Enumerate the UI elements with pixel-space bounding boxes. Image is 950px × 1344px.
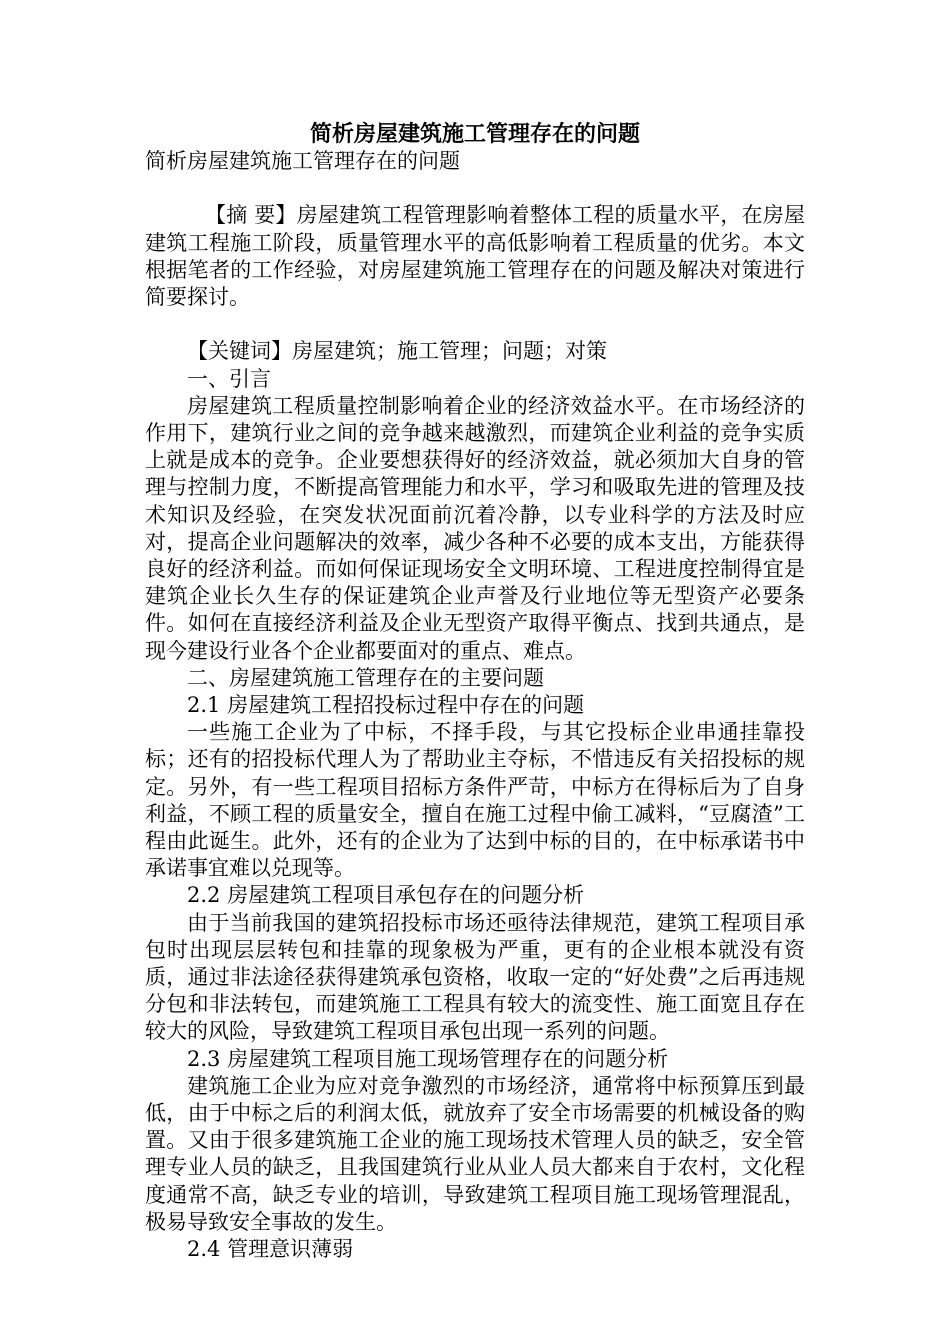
subsection-heading-2-4: 2.4 管理意识薄弱 [187, 1237, 354, 1262]
subsection-heading-2-3: 2.3 房屋建筑工程项目施工现场管理存在的问题分析 [187, 1046, 669, 1071]
abstract-paragraph: 【摘 要】房屋建筑工程管理影响着整体工程的质量水平，在房屋建筑工程施工阶段，质量管理水平的高低影响着工程质量的优劣。本文根据笔者的工作经验，对房屋建筑施工管理存在的问题及解决对策进行简要探讨。 [145, 203, 805, 309]
subsection-heading-2-1: 2.1 房屋建筑工程招投标过程中存在的问题 [187, 693, 585, 718]
section-heading-problems: 二、房屋建筑施工管理存在的主要问题 [187, 665, 544, 690]
keywords-line: 【关键词】房屋建筑；施工管理；问题；对策 [187, 339, 607, 364]
paragraph-2-2: 由于当前我国的建筑招投标市场还亟待法律规范，建筑工程项目承包时出现层层转包和挂靠的现象极为严重，更有的企业根本就没有资质，通过非法途径获得建筑承包资格，收取一定的“好处费”之后再违规分包和非法转包，而建筑施工工程具有较大的流变性、施工面宽且存在较大的风险，导致建筑工程项目承包出现一系列的问题。 [145, 910, 805, 1044]
blank-line [145, 311, 805, 338]
subsection-heading-2-2: 2.2 房屋建筑工程项目承包存在的问题分析 [187, 883, 585, 908]
intro-paragraph: 房屋建筑工程质量控制影响着企业的经济效益水平。在市场经济的作用下，建筑行业之间的竞争越来越激烈，而建筑企业利益的竞争实质上就是成本的竞争。企业要想获得好的经济效益，就必须加大自身的管理与控制力度，不断提高管理能力和水平，学习和吸取先进的管理及技术知识及经验，在突发状况面前沉着冷静，以专业科学的方法及时应对，提高企业问题解决的效率，减少各种不必要的成本支出，方能获得良好的经济利益。而如何保证现场安全文明环境、工程进度控制得宜是建筑企业长久生存的保证建筑企业声誉及行业地位等无型资产必要条件。如何在直接经济利益及企业无型资产取得平衡点、找到共通点，是现今建设行业各个企业都要面对的重点、难点。 [145, 393, 805, 663]
paragraph-2-1: 一些施工企业为了中标，不择手段，与其它投标企业串通挂靠投标；还有的招投标代理人为了帮助业主夺标，不惜违反有关招投标的规定。另外，有一些工程项目招标方条件严苛，中标方在得标后为了自身利益，不顾工程的质量安全，擅自在施工过程中偷工减料，“豆腐渣”工程由此诞生。此外，还有的企业为了达到中标的目的，在中标承诺书中承诺事宜难以兑现等。 [145, 720, 805, 881]
blank-line [145, 175, 805, 202]
paragraph-2-3: 建筑施工企业为应对竞争激烈的市场经济，通常将中标预算压到最低，由于中标之后的利润太低，就放弃了安全市场需要的机械设备的购置。又由于很多建筑施工企业的施工现场技术管理人员的缺乏，安全管理专业人员的缺乏，且我国建筑行业从业人员大都来自于农村，文化程度通常不高，缺乏专业的培训，导致建筑工程项目施工现场管理混乱，极易导致安全事故的发生。 [145, 1073, 805, 1234]
document-body [145, 148, 805, 1263]
document-title: 简析房屋建筑施工管理存在的问题 [309, 122, 640, 147]
document-subtitle: 简析房屋建筑施工管理存在的问题 [145, 149, 460, 173]
section-heading-intro: 一、引言 [187, 366, 271, 391]
